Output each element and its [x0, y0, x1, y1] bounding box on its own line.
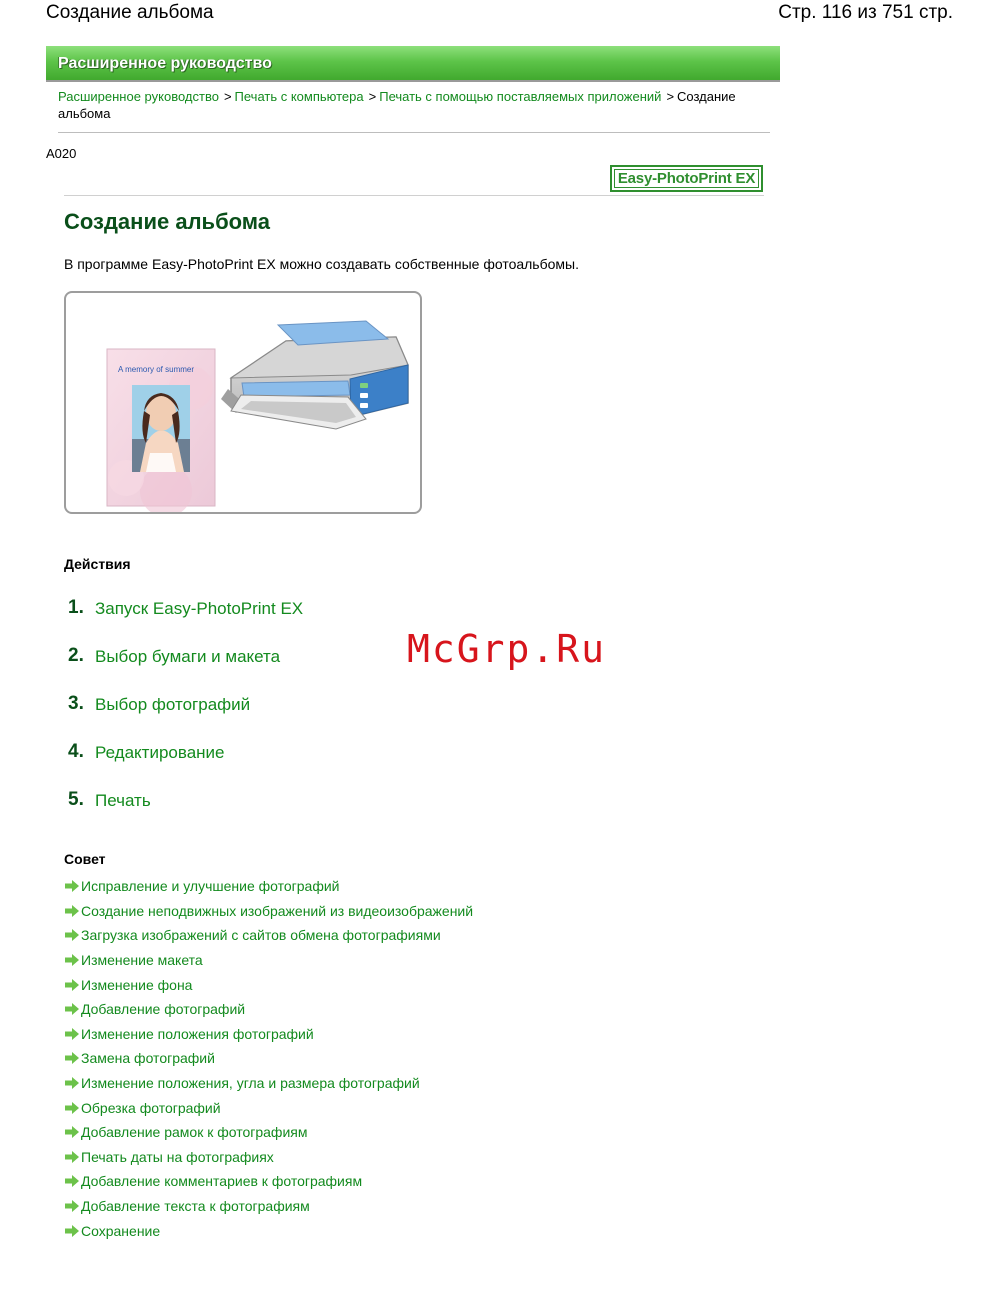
tip-link[interactable]: Изменение фона: [81, 976, 193, 993]
step-item: [68, 741, 303, 789]
step-item: [68, 597, 303, 645]
tip-link[interactable]: Печать даты на фотографиях: [81, 1148, 274, 1165]
tip-link[interactable]: Добавление текста к фотографиям: [81, 1198, 310, 1215]
arrow-right-icon: [64, 904, 80, 918]
step-number: 3.: [68, 693, 84, 714]
step-number: 1.: [68, 597, 84, 618]
step-number: 5.: [68, 789, 84, 810]
divider: [64, 195, 764, 196]
arrow-right-icon: [64, 1150, 80, 1164]
arrow-right-icon: [64, 1224, 80, 1238]
tip-item: [64, 1194, 473, 1219]
step-link-print[interactable]: Печать: [95, 791, 151, 810]
tip-item: [64, 1095, 473, 1120]
step-link-start-app[interactable]: Запуск Easy-PhotoPrint EX: [95, 599, 304, 618]
tip-item: [64, 1218, 473, 1243]
tip-item: [64, 1046, 473, 1071]
watermark-text: McGrp.Ru: [407, 627, 607, 671]
arrow-right-icon: [64, 1002, 80, 1016]
tip-link[interactable]: Загрузка изображений с сайтов обмена фотографиями: [81, 927, 441, 944]
tip-link[interactable]: Добавление фотографий: [81, 1001, 246, 1018]
tip-item: [64, 1071, 473, 1096]
tip-link[interactable]: Добавление комментариев к фотографиям: [81, 1173, 363, 1190]
tip-item: [64, 874, 473, 899]
product-logo-text: Easy-PhotoPrint EX: [614, 169, 759, 188]
arrow-right-icon: [64, 978, 80, 992]
steps-list: [68, 597, 303, 837]
arrow-right-icon: [64, 1101, 80, 1115]
breadcrumb-separator: >: [223, 89, 232, 104]
tip-item: [64, 1145, 473, 1170]
arrow-right-icon: [64, 1027, 80, 1041]
tip-item: [64, 1022, 473, 1047]
step-link-paper-layout[interactable]: Выбор бумаги и макета: [95, 647, 281, 666]
arrow-right-icon: [64, 1051, 80, 1065]
step-item: [68, 693, 303, 741]
arrow-right-icon: [64, 1125, 80, 1139]
breadcrumb-separator: >: [368, 89, 377, 104]
tip-link[interactable]: Создание неподвижных изображений из видеоизображений: [81, 902, 474, 919]
tip-item: [64, 997, 473, 1022]
tip-link[interactable]: Сохранение: [81, 1222, 161, 1239]
breadcrumb-current: Создание альбома: [58, 89, 736, 121]
album-caption: A memory of summer: [118, 365, 195, 374]
arrow-right-icon: [64, 953, 80, 967]
breadcrumb-link-bundled-apps[interactable]: Печать с помощью поставляемых приложений: [379, 89, 662, 104]
step-number: 2.: [68, 645, 84, 666]
tip-item: [64, 1169, 473, 1194]
tip-link[interactable]: Изменение положения, угла и размера фотографий: [81, 1075, 420, 1092]
tip-item: [64, 899, 473, 924]
tip-link[interactable]: Замена фотографий: [81, 1050, 215, 1067]
step-item: [68, 789, 303, 837]
tip-item: [64, 923, 473, 948]
breadcrumb-link-advanced-guide[interactable]: Расширенное руководство: [58, 89, 219, 104]
arrow-right-icon: [64, 1199, 80, 1213]
step-link-select-photos[interactable]: Выбор фотографий: [95, 695, 251, 714]
breadcrumb: [58, 88, 770, 133]
tip-item: [64, 972, 473, 997]
illustration-graphic: [66, 293, 420, 512]
breadcrumb-link-print-from-computer[interactable]: Печать с компьютера: [234, 89, 364, 104]
page-counter: Стр. 116 из 751 стр.: [778, 2, 953, 23]
product-logo: [610, 165, 763, 192]
document-title: Создание альбома: [46, 2, 214, 23]
arrow-right-icon: [64, 1076, 80, 1090]
intro-text: В программе Easy-PhotoPrint EX можно создавать собственные фотоальбомы.: [64, 256, 579, 272]
arrow-right-icon: [64, 1174, 80, 1188]
section-banner: [46, 46, 780, 82]
banner-title: Расширенное руководство: [58, 55, 272, 72]
tip-item: [64, 948, 473, 973]
tip-link[interactable]: Добавление рамок к фотографиям: [81, 1124, 308, 1141]
printer-icon: [221, 321, 408, 429]
step-item: [68, 645, 303, 693]
step-link-edit[interactable]: Редактирование: [95, 743, 225, 762]
actions-heading: Действия: [64, 556, 131, 572]
tip-link[interactable]: Изменение макета: [81, 952, 203, 969]
document-code: A020: [46, 146, 77, 161]
breadcrumb-separator: >: [666, 89, 675, 104]
tips-list: [64, 874, 473, 1243]
page-heading: Создание альбома: [64, 209, 271, 234]
tip-link[interactable]: Обрезка фотографий: [81, 1099, 221, 1116]
step-number: 4.: [68, 741, 84, 762]
arrow-right-icon: [64, 928, 80, 942]
tip-link[interactable]: Изменение положения фотографий: [81, 1025, 314, 1042]
arrow-right-icon: [64, 879, 80, 893]
album-printer-illustration: [64, 291, 422, 514]
tips-heading: Совет: [64, 851, 106, 867]
tip-item: [64, 1120, 473, 1145]
tip-link[interactable]: Исправление и улучшение фотографий: [81, 878, 340, 895]
